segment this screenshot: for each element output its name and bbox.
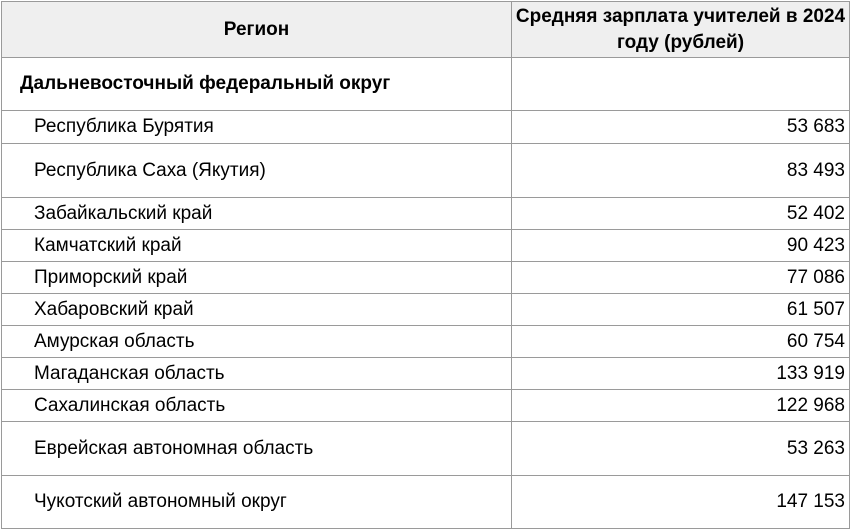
value-cell: 77 086 — [512, 262, 850, 294]
table-row — [2, 294, 850, 326]
region-cell: Хабаровский край — [2, 294, 512, 326]
region-cell: Республика Саха (Якутия) — [2, 144, 512, 198]
region-cell: Сахалинская область — [2, 390, 512, 422]
value-cell: 83 493 — [512, 144, 850, 198]
region-cell: Еврейская автономная область — [2, 422, 512, 476]
value-cell: 147 153 — [512, 476, 850, 529]
header-row — [2, 2, 850, 58]
value-cell: 53 683 — [512, 111, 850, 144]
table-row — [2, 476, 850, 529]
table-row — [2, 198, 850, 230]
table-row — [2, 326, 850, 358]
region-cell: Приморский край — [2, 262, 512, 294]
region-cell: Амурская область — [2, 326, 512, 358]
district-name: Дальневосточный федеральный округ — [2, 58, 512, 111]
value-cell: 53 263 — [512, 422, 850, 476]
table-row — [2, 358, 850, 390]
value-cell: 52 402 — [512, 198, 850, 230]
header-value: Средняя зарплата учителей в 2024 году (рублей) — [512, 2, 850, 58]
value-cell: 133 919 — [512, 358, 850, 390]
region-cell: Забайкальский край — [2, 198, 512, 230]
region-cell: Магаданская область — [2, 358, 512, 390]
region-cell: Камчатский край — [2, 230, 512, 262]
value-cell: 122 968 — [512, 390, 850, 422]
district-value — [512, 58, 850, 111]
salary-table — [1, 1, 850, 529]
table-row — [2, 144, 850, 198]
district-row — [2, 58, 850, 111]
table-row — [2, 230, 850, 262]
table-row — [2, 422, 850, 476]
value-cell: 60 754 — [512, 326, 850, 358]
table-row — [2, 390, 850, 422]
table-row — [2, 262, 850, 294]
region-cell: Республика Бурятия — [2, 111, 512, 144]
region-cell: Чукотский автономный округ — [2, 476, 512, 529]
header-region: Регион — [2, 2, 512, 58]
value-cell: 61 507 — [512, 294, 850, 326]
value-cell: 90 423 — [512, 230, 850, 262]
table-row — [2, 111, 850, 144]
